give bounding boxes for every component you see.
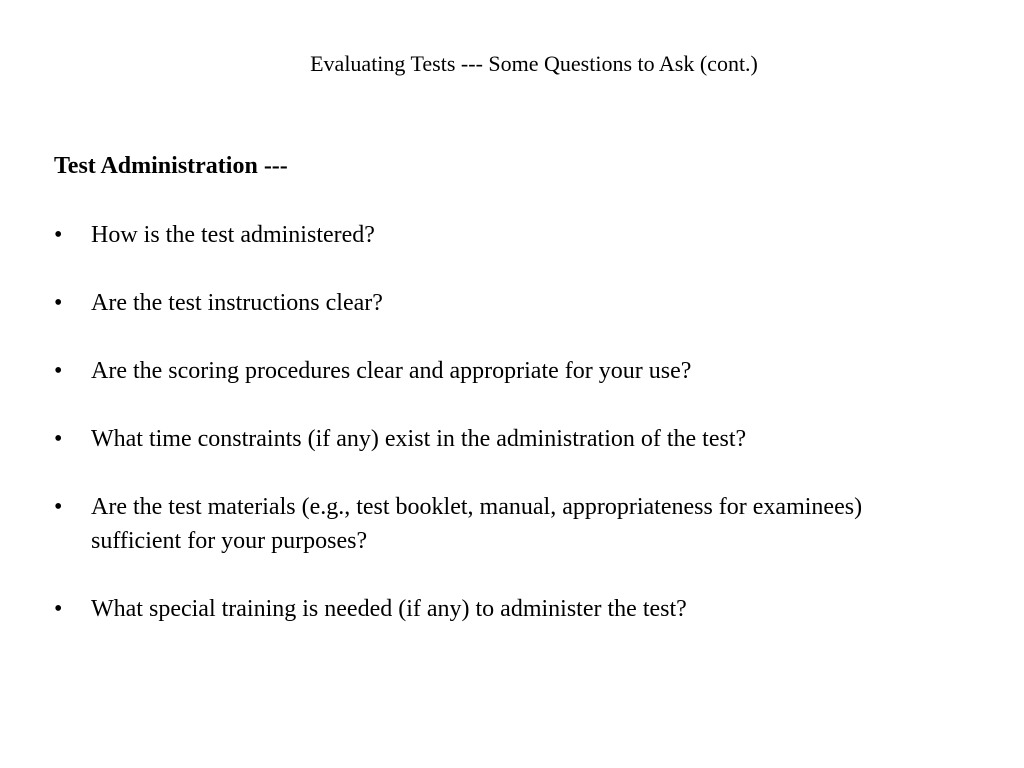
bullet-text: What special training is needed (if any) to administer the test?	[91, 596, 687, 622]
bullet-marker: •	[54, 222, 63, 248]
bullet-marker: •	[54, 290, 63, 316]
bullet-text: Are the scoring procedures clear and appropriate for your use?	[91, 358, 692, 384]
bullet-marker: •	[54, 494, 63, 520]
bullet-marker: •	[54, 358, 63, 384]
bullet-marker: •	[54, 596, 63, 622]
bullet-text: How is the test administered?	[91, 222, 375, 248]
bullet-text: What time constraints (if any) exist in the administration of the test?	[91, 426, 747, 452]
bullet-text: Are the test instructions clear?	[91, 290, 383, 316]
bullet-marker: •	[54, 426, 63, 452]
section-heading: Test Administration ---	[54, 153, 288, 179]
slide-title: Evaluating Tests --- Some Questions to Ask (cont.)	[310, 51, 758, 76]
bullet-text: Are the test materials (e.g., test booklet, manual, appropriateness for examinees) sufficient for your purposes?	[91, 494, 863, 554]
bullet-item-administration-method	[54, 218, 954, 252]
bullet-item-instructions	[54, 286, 954, 320]
bullet-item-time-constraints	[54, 422, 954, 456]
bullet-item-scoring	[54, 354, 954, 388]
bullet-list	[54, 218, 954, 660]
bullet-item-materials	[54, 490, 954, 558]
bullet-item-training	[54, 592, 954, 626]
